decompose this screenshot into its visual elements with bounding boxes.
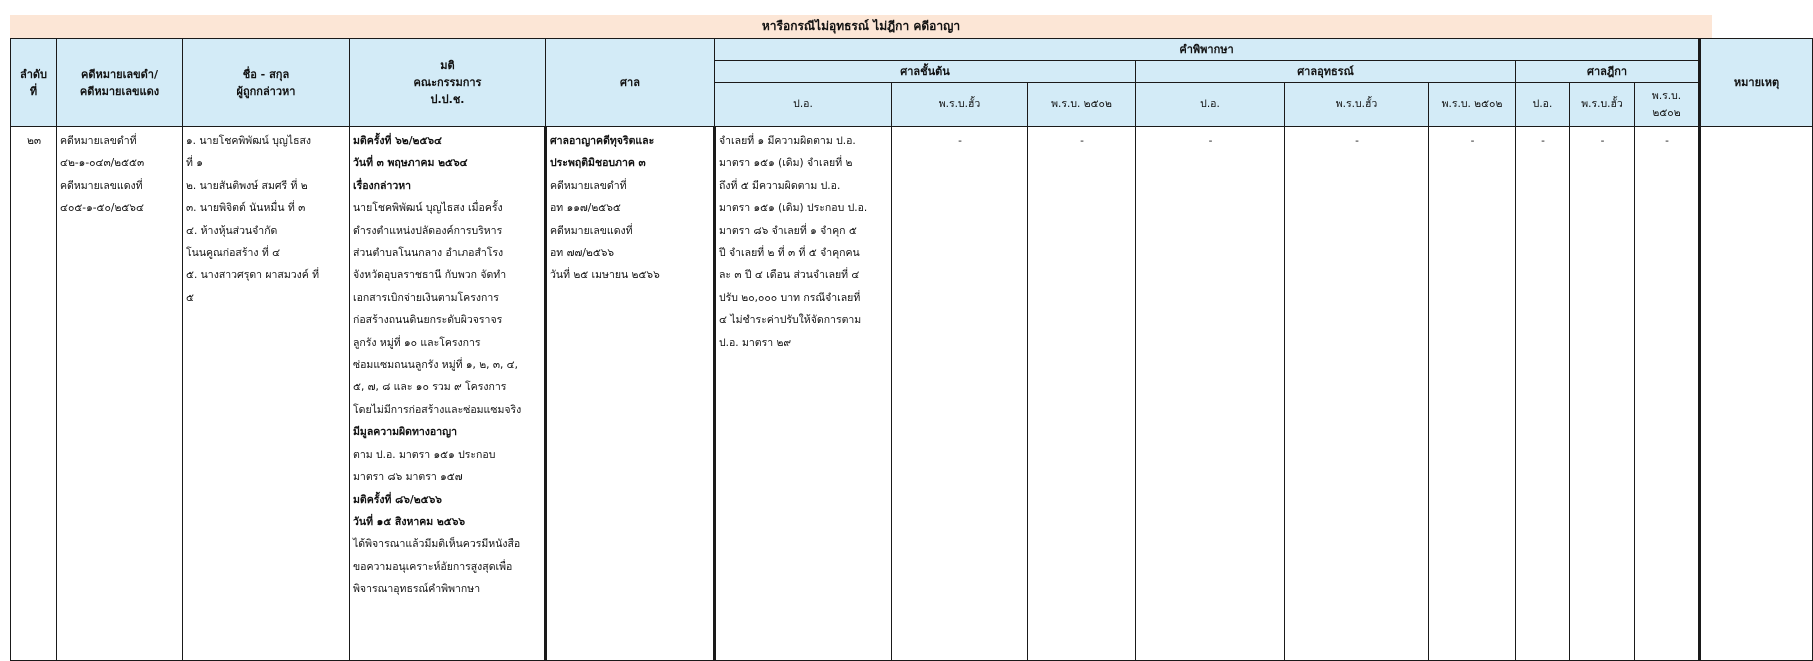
header-remarks: หมายเหตุ: [1700, 39, 1813, 127]
header-case-no-line2: คดีหมายเลขแดง: [79, 84, 160, 98]
header-court-first: ศาลชั้นต้น: [715, 61, 1136, 83]
header-case-no-line1: คดีหมายเลขดำ/: [81, 67, 158, 81]
court-line: วันที่ ๒๕ เมษายน ๒๕๖๖: [550, 269, 660, 282]
judgment-line: มาตรา ๑๕๑ (เดิม) ประกอบ ป.อ.: [719, 202, 868, 215]
court-line: ศาลอาญาคดีทุจริตและ: [550, 135, 655, 147]
header-no-line2: ที่: [29, 84, 38, 98]
resolution-line: พิจารณาอุทธรณ์คำพิพากษา: [353, 583, 481, 596]
accused-name-line: ๑. นายโชคพิพัฒน์ บุญไธสง: [186, 135, 312, 147]
cell-accused-names: [183, 127, 350, 661]
header-resolution-line1: มติ: [440, 59, 455, 72]
case-number-line: คดีหมายเลขแดงที่: [60, 179, 143, 192]
resolution-line: ลูกรัง หมู่ที่ ๑๐ และโครงการ: [353, 336, 481, 349]
resolution-line: วันที่ ๑๕ สิงหาคม ๒๕๖๖: [353, 515, 466, 528]
judgment-line: มาตรา ๑๕๑ (เดิม) จำเลยที่ ๒: [719, 157, 853, 170]
cell-court: [546, 127, 715, 661]
resolution-line: จังหวัดอุบลราชธานี กับพวก จัดทำ: [353, 269, 507, 282]
header-resolution-line3: ป.ป.ช.: [430, 93, 465, 106]
judgment-line: ๔ ไม่ชำระค่าปรับให้จัดการตาม: [719, 314, 862, 327]
header-no-line1: ลำดับ: [19, 67, 48, 81]
resolution-line: ได้พิจารณาแล้วมีมติเห็นควรมีหนังสือ: [353, 538, 521, 551]
cell-supreme-court-pa: -: [1516, 127, 1570, 661]
resolution-line: มีมูลความผิดทางอาญา: [353, 426, 457, 439]
resolution-line: โดยไม่มีการก่อสร้างและซ่อมแซมจริง: [353, 403, 522, 416]
resolution-line: ตาม ป.อ. มาตรา ๑๕๑ ประกอบ: [353, 448, 496, 461]
resolution-line: ก่อสร้างถนนดินยกระดับผิวจราจร: [353, 314, 503, 327]
judgment-line: ป.อ. มาตรา ๒๙: [719, 336, 792, 349]
cell-supreme-court-collusion-act: -: [1570, 127, 1635, 661]
resolution-line: ซ่อมแซมถนนลูกรัง หมู่ที่ ๑, ๒, ๓, ๔,: [353, 359, 518, 372]
cell-appeal-court-act-2502: -: [1429, 127, 1516, 661]
judgment-line: มาตรา ๘๖ จำเลยที่ ๑ จำคุก ๕: [719, 224, 857, 237]
header-supreme-act-2502-line2: ๒๕๐๒: [1652, 106, 1681, 119]
accused-name-line: ๓. นายพิจิตต์ นันหมื่น ที่ ๓: [186, 202, 306, 215]
accused-name-line: โนนคูณก่อสร้าง ที่ ๔: [186, 247, 281, 260]
cell-no: ๒๓: [11, 127, 57, 661]
cell-remarks: [1700, 127, 1813, 661]
table-title-banner: หารือกรณีไม่อุทธรณ์ ไม่ฎีกา คดีอาญา: [10, 15, 1712, 38]
judgment-line: จำเลยที่ ๑ มีความผิดตาม ป.อ.: [719, 135, 856, 147]
header-court-appeal: ศาลอุทธรณ์: [1136, 61, 1516, 83]
header-court-supreme: ศาลฎีกา: [1516, 61, 1700, 83]
header-supreme-pa: ป.อ.: [1516, 83, 1570, 127]
cell-case-no: [57, 127, 183, 661]
case-number-line: คดีหมายเลขดำที่: [60, 135, 137, 147]
header-name: [183, 39, 350, 127]
judgment-line: ปรับ ๒๐,๐๐๐ บาท กรณีจำเลยที่: [719, 291, 861, 304]
header-no: [11, 39, 57, 127]
court-line: อท ๑๑๗/๒๕๖๕: [550, 202, 621, 215]
cell-appeal-court-pa: -: [1136, 127, 1285, 661]
cell-first-court-act-2502: -: [1028, 127, 1136, 661]
header-resolution-line2: คณะกรรมการ: [413, 76, 482, 89]
accused-name-line: ๔. ห้างหุ้นส่วนจำกัด: [186, 224, 278, 237]
case-number-line: ๔๐๕-๑-๕๐/๒๕๖๔: [60, 202, 144, 215]
header-supreme-act-2502: [1635, 83, 1700, 127]
header-case-no: [57, 39, 183, 127]
resolution-line: นายโชคพิพัฒน์ บุญไธสง เมื่อครั้ง: [353, 202, 503, 215]
cell-supreme-court-act-2502: -: [1635, 127, 1700, 661]
resolution-line: มติครั้งที่ ๖๒/๒๕๖๔: [353, 135, 443, 147]
resolution-line: ๕, ๗, ๘ และ ๑๐ รวม ๙ โครงการ: [353, 381, 507, 394]
resolution-line: เอกสารเบิกจ่ายเงินตามโครงการ: [353, 291, 499, 304]
judgment-line: ปี จำเลยที่ ๒ ที่ ๓ ที่ ๕ จำคุกคน: [719, 247, 860, 260]
case-table: [10, 38, 1813, 661]
accused-name-line: ที่ ๑: [186, 157, 203, 170]
header-first-pa: ป.อ.: [715, 83, 892, 127]
court-line: คดีหมายเลขแดงที่: [550, 224, 633, 237]
cell-first-court-pa: [715, 127, 892, 661]
header-first-act-2502: พ.ร.บ. ๒๕๐๒: [1028, 83, 1136, 127]
resolution-line: ขอความอนุเคราะห์อัยการสูงสุดเพื่อ: [353, 560, 513, 573]
header-resolution: [350, 39, 546, 127]
judgment-line: ถึงที่ ๕ มีความผิดตาม ป.อ.: [719, 179, 841, 192]
header-name-line1: ชื่อ - สกุล: [242, 67, 290, 81]
header-appeal-collusion-act: พ.ร.บ.ฮั้ว: [1285, 83, 1429, 127]
resolution-line: ส่วนตำบลโนนกลาง อำเภอสำโรง: [353, 247, 504, 260]
court-line: อท ๗๗/๒๕๖๖: [550, 247, 615, 260]
judgment-line: ละ ๓ ปี ๔ เดือน ส่วนจำเลยที่ ๔: [719, 269, 860, 282]
header-name-line2: ผู้ถูกกล่าวหา: [236, 84, 296, 98]
table-row: [11, 127, 1813, 661]
header-first-collusion-act: พ.ร.บ.ฮั้ว: [892, 83, 1028, 127]
header-appeal-act-2502: พ.ร.บ. ๒๕๐๒: [1429, 83, 1516, 127]
resolution-line: ดำรงตำแหน่งปลัดองค์การบริหาร: [353, 224, 503, 237]
header-appeal-pa: ป.อ.: [1136, 83, 1285, 127]
header-supreme-collusion-act: พ.ร.บ.ฮั้ว: [1570, 83, 1635, 127]
accused-name-line: ๕. นางสาวศรุดา ผาสมวงค์ ที่: [186, 269, 320, 282]
cell-nacc-resolution: [350, 127, 546, 661]
case-number-line: ๔๒-๑-๐๔๓/๒๕๕๓: [60, 157, 145, 170]
court-line: ประพฤติมิชอบภาค ๓: [550, 157, 646, 170]
resolution-line: มติครั้งที่ ๘๖/๒๕๖๖: [353, 493, 442, 506]
accused-name-line: ๕: [186, 291, 194, 304]
resolution-line: วันที่ ๓ พฤษภาคม ๒๕๖๔: [353, 157, 468, 170]
cell-appeal-court-collusion-act: -: [1285, 127, 1429, 661]
header-judgment: คำพิพากษา: [715, 39, 1700, 61]
header-court: ศาล: [546, 39, 715, 127]
court-line: คดีหมายเลขดำที่: [550, 179, 627, 192]
resolution-line: มาตรา ๘๖ มาตรา ๑๕๗: [353, 471, 463, 484]
header-supreme-act-2502-line1: พ.ร.บ.: [1651, 89, 1682, 102]
accused-name-line: ๒. นายสันติพงษ์ สมศรี ที่ ๒: [186, 179, 308, 192]
cell-first-court-collusion-act: -: [892, 127, 1028, 661]
resolution-line: เรื่องกล่าวหา: [353, 179, 412, 192]
